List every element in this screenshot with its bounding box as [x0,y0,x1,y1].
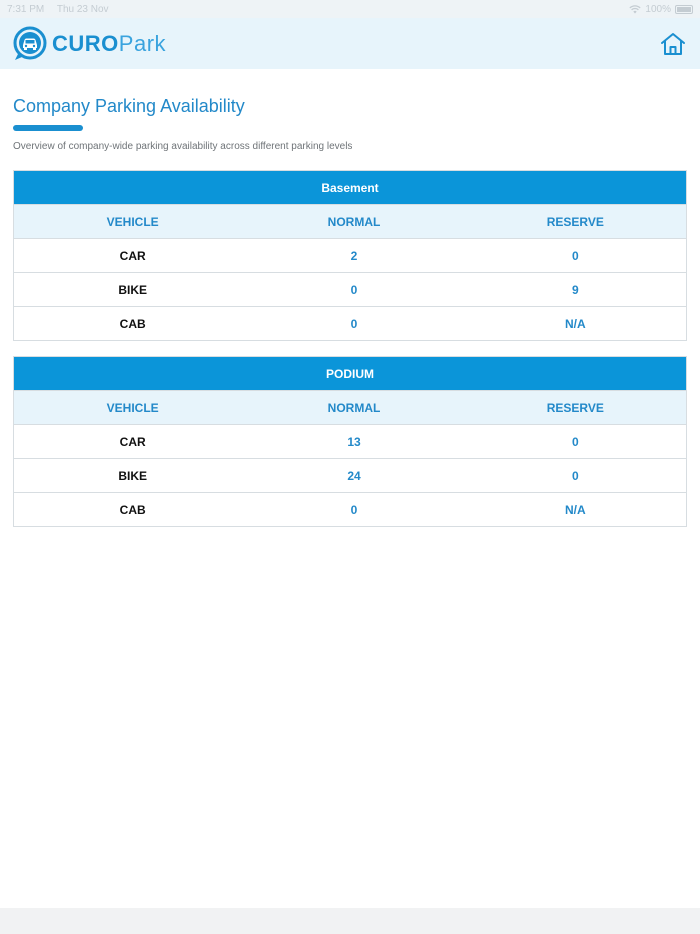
normal-cell: 0 [350,282,358,297]
normal-cell: 0 [350,502,358,517]
status-left [7,4,119,15]
table-row [14,306,686,340]
app-logo [12,26,166,62]
battery-percent: 100% [645,3,671,15]
table-column-header [14,390,686,424]
column-header-reserve: RESERVE [546,214,604,229]
normal-cell: 13 [347,434,361,449]
app-header [0,18,700,69]
reserve-cell: N/A [564,502,586,517]
vehicle-cell: CAB [119,502,146,517]
page-subtitle: Overview of company-wide parking availability across different parking levels [13,141,353,152]
parking-table-podium [13,356,687,527]
reserve-cell: 9 [571,282,579,297]
vehicle-cell: CAB [119,316,146,331]
normal-cell: 24 [347,468,361,483]
logo-text-bold: CURO [52,30,119,56]
battery-icon [675,5,693,14]
status-right [629,4,693,15]
column-header-normal: NORMAL [327,214,381,229]
bottom-bar [0,908,700,934]
reserve-cell: 0 [571,248,579,263]
reserve-cell: N/A [564,316,586,331]
column-header-reserve: RESERVE [546,400,604,415]
table-row [14,272,686,306]
table-row [14,458,686,492]
vehicle-cell: BIKE [118,282,147,297]
logo-text [52,31,166,57]
status-date: Thu 23 Nov [56,3,109,15]
table-row [14,492,686,526]
normal-cell: 2 [350,248,358,263]
home-icon[interactable] [660,31,686,57]
vehicle-cell: BIKE [118,468,147,483]
vehicle-cell: CAR [119,248,146,263]
status-bar [0,0,700,18]
table-column-header [14,204,686,238]
level-header: PODIUM [14,357,686,390]
reserve-cell: 0 [571,468,579,483]
column-header-vehicle: VEHICLE [106,400,159,415]
table-row [14,238,686,272]
car-pin-icon [12,26,48,62]
logo-text-light: Park [118,30,167,56]
reserve-cell: 0 [571,434,579,449]
normal-cell: 0 [350,316,358,331]
table-row [14,424,686,458]
wifi-icon [629,5,641,14]
column-header-vehicle: VEHICLE [106,214,159,229]
status-time: 7:31 PM [7,3,45,15]
parking-table-basement [13,170,687,341]
vehicle-cell: CAR [119,434,146,449]
title-underline [13,125,83,131]
page-title: Company Parking Availability [13,96,245,116]
level-header: Basement [14,171,686,204]
column-header-normal: NORMAL [327,400,381,415]
